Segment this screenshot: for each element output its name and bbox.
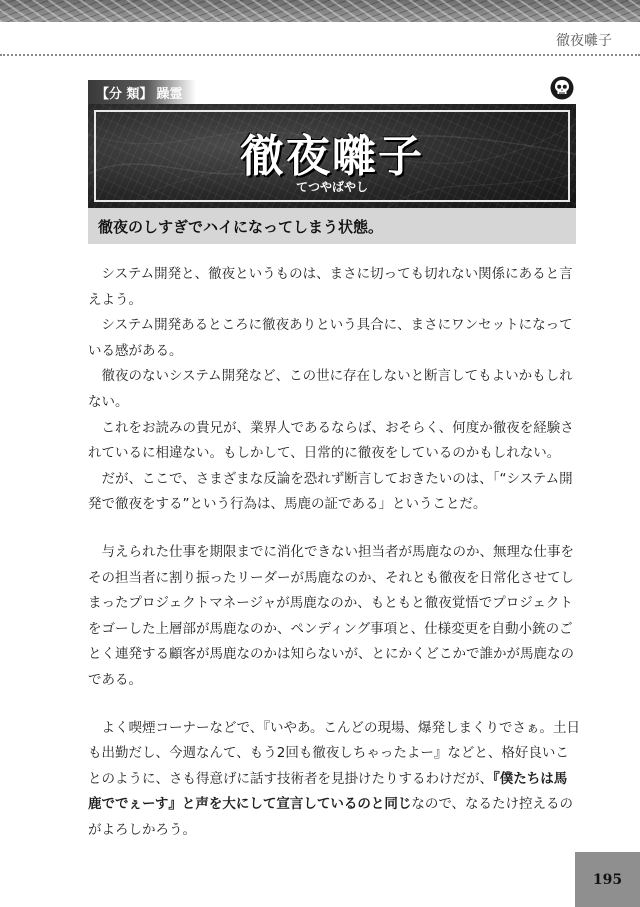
category-prefix: 【分 類】 — [96, 86, 153, 102]
paragraph: システム開発と、徹夜というものは、まさに切っても切れない関係にあると言えよう。 — [88, 266, 573, 308]
page-tab — [575, 852, 640, 907]
paragraph-gap — [88, 518, 580, 540]
running-header: 徹夜囃子 — [556, 33, 612, 49]
paragraph: 徹夜のないシステム開発など、この世に存在しないと断言してもよいかもしれない。 — [88, 368, 573, 410]
definition-bar — [88, 208, 576, 244]
paragraph-last — [88, 716, 580, 844]
paragraph: 与えられた仕事を期限までに消化できない担当者が馬鹿なのか、無理な仕事をその担当者に割り振ったリーダーが馬鹿なのか、それとも徹夜を日常化させてしまったプロジェクトマネージャが馬鹿なのか、もともと徹夜覚悟でプロジェクトをゴーした上層部が馬鹿なのか、ペンディング事項と、仕様変更を自動小銃のごとく連発する顧客が馬鹿なのかは知らないが、とにかくどこかで誰かが馬鹿なのである。 — [88, 543, 574, 688]
page-title: 徹夜囃子 — [240, 131, 424, 182]
category-value: 躁霊 — [156, 86, 183, 102]
header-texture-band — [0, 0, 640, 22]
paragraph-gap — [88, 694, 580, 716]
paragraph: これをお読みの貴兄が、業界人であるならば、おそらく、何度か徹夜を経験されているに相違ない。もしかして、日常的に徹夜をしているのかもしれない。 — [88, 419, 574, 462]
title-panel — [88, 104, 576, 208]
paragraph-text: よく喫煙コーナーなどで、『いやあ。こんどの現場、爆発しまくりでさぁ。土日も出勤だし、今週なんて、もう2回も徹夜しちゃったよー』などと、格好良いことのように、さも得意げに話す技術者を見掛けたりするわけだが、 — [88, 719, 580, 787]
paragraph-text: なので、なるたけ控えるのがよろしかろう。 — [88, 796, 574, 838]
emphasis-text: 『僕たちは馬鹿ででぇーす』と声を大にして宣言しているのと同じ — [88, 770, 568, 813]
body-text — [88, 262, 580, 843]
paragraph: だが、ここで、さまざまな反論を恐れず断言しておきたいのは、「“システム開発で徹夜をする”という行為は、馬鹿の証である」ということだ。 — [88, 470, 573, 513]
definition-text: 徹夜のしすぎでハイになってしまう状態。 — [98, 217, 384, 236]
header-divider — [0, 54, 640, 56]
skull-icon — [550, 76, 574, 100]
title-reading: てつやばやし — [295, 180, 368, 194]
paragraph: システム開発あるところに徹夜ありという具合に、まさにワンセットになっている感がある。 — [88, 317, 573, 359]
page-number: 195 — [592, 872, 623, 888]
category-label — [88, 80, 196, 104]
